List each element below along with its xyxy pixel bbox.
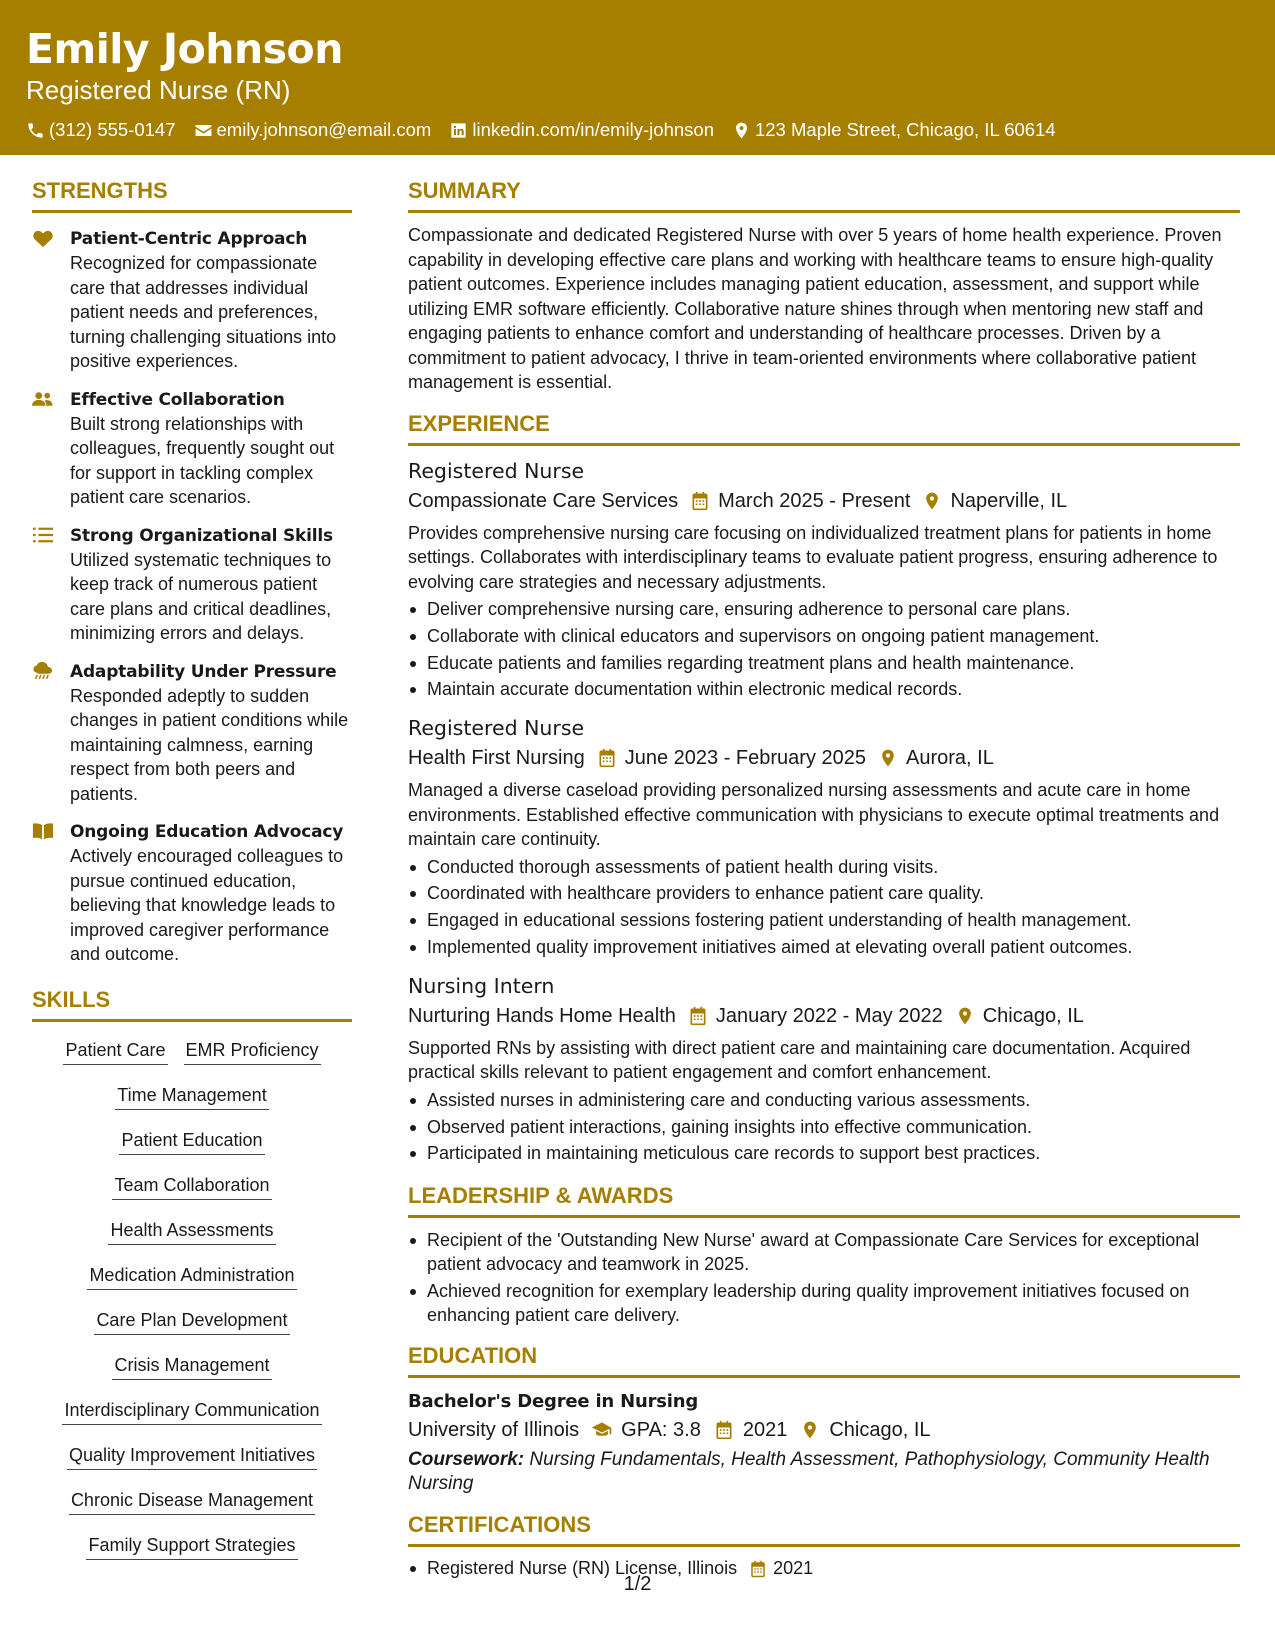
job-dates: January 2022 - May 2022	[715, 1004, 943, 1027]
strength-item	[32, 660, 352, 807]
job-title: Registered Nurse	[408, 716, 585, 741]
skill-tag: Interdisciplinary Communication	[62, 1396, 321, 1425]
strength-title: Strong Organizational Skills	[70, 525, 333, 546]
job-location: Naperville, IL	[950, 489, 1068, 512]
resume-header	[0, 0, 1275, 155]
job-entry	[408, 973, 1240, 1167]
list-icon	[32, 525, 54, 545]
skill-tag: Family Support Strategies	[86, 1531, 297, 1560]
strength-desc: Built strong relationships with colleagues, frequently sought out for support in tackling complex patient care scenarios.	[70, 413, 335, 507]
job-description: Managed a diverse caseload providing personalized nursing assessments and acute care in home environments. Established effective communication with physicians to execute optimal treatments and maintain care continuity.	[408, 780, 1220, 850]
skill-tag: EMR Proficiency	[184, 1036, 321, 1065]
calendar-icon	[688, 1006, 708, 1026]
skill-tag: Quality Improvement Initiatives	[67, 1441, 317, 1470]
strength-item	[32, 388, 352, 510]
contact-bar	[26, 119, 1249, 141]
job-entry	[408, 458, 1240, 704]
summary-text: Compassionate and dedicated Registered Nurse with over 5 years of home health experience. Proven capability in developing effective care plans and working with healthcare teams to ensure high-quality patient outcomes. Experience includes managing patient education, assessment, and support while utilizing EMR software efficiently. Collaborative nature shines through when mentoring new staff and engaging patients to enhance comfort and understanding of healthcare processes. Driven by a commitment to patient advocacy, I thrive in team-oriented environments where collaborative patient management is essential.	[408, 225, 1222, 392]
skills-heading: SKILLS	[32, 987, 352, 1022]
cloud-rain-icon	[32, 661, 54, 681]
phone-icon	[26, 121, 45, 140]
map-pin-icon	[955, 1006, 975, 1026]
contact-linkedin[interactable]	[449, 119, 714, 141]
school-name: University of Illinois	[408, 1419, 580, 1442]
job-company: Health First Nursing	[408, 747, 585, 770]
job-bullets	[408, 596, 1240, 703]
job-title: Nursing Intern	[408, 973, 555, 998]
candidate-title: Registered Nurse (RN)	[26, 75, 291, 105]
coursework-label: Coursework:	[408, 1449, 525, 1471]
list-item: Implemented quality improvement initiatives aimed at elevating overall patient outcomes.	[408, 934, 1240, 961]
job-meta	[408, 744, 1240, 772]
job-description: Supported RNs by assisting with direct patient care and maintaining care documentation. Acquired practical skills relevant to patient engagement and comfort enhancement.	[408, 1037, 1191, 1083]
certification-year: 2021	[773, 1558, 814, 1579]
page-number: 1/2	[623, 1573, 652, 1595]
certifications-heading: CERTIFICATIONS	[408, 1512, 1240, 1547]
list-item: Conducted thorough assessments of patient health during visits.	[408, 854, 1240, 881]
users-icon	[32, 389, 54, 409]
job-meta	[408, 1002, 1240, 1030]
strength-desc: Responded adeptly to sudden changes in patient conditions while maintaining calmness, earning respect from both peers and patients.	[70, 685, 349, 804]
job-location: Aurora, IL	[906, 747, 994, 770]
address-text: 123 Maple Street, Chicago, IL 60614	[754, 119, 1056, 140]
contact-address	[732, 119, 1056, 141]
job-description: Provides comprehensive nursing care focusing on individualized treatment plans for patients in home settings. Collaborates with interdisciplinary teams to evaluate patient progress, ensuring adherence to evolving care strategies and necessary adjustments.	[408, 522, 1218, 592]
list-item: Educate patients and families regarding treatment plans and health maintenance.	[408, 650, 1240, 677]
linkedin-icon	[449, 121, 468, 140]
skill-tag: Crisis Management	[112, 1351, 271, 1380]
left-column	[32, 178, 352, 1576]
job-bullets	[408, 1087, 1240, 1167]
list-item: Engaged in educational sessions fostering patient understanding of health management.	[408, 907, 1240, 934]
skill-tag: Health Assessments	[108, 1216, 275, 1245]
list-item: Collaborate with clinical educators and supervisors on ongoing patient management.	[408, 623, 1240, 650]
skills-list	[32, 1036, 352, 1576]
education-heading: EDUCATION	[408, 1343, 1240, 1378]
map-pin-icon	[878, 748, 898, 768]
strength-desc: Utilized systematic techniques to keep track of numerous patient care plans and critical deadlines, minimizing errors and delays.	[70, 549, 332, 643]
map-pin-icon	[922, 491, 942, 511]
job-location: Chicago, IL	[982, 1004, 1084, 1027]
strength-desc: Recognized for compassionate care that addresses individual patient needs and preferences, turning challenging situations into positive experiences.	[70, 253, 337, 371]
heart-icon	[32, 228, 54, 248]
list-item: Observed patient interactions, gaining insights into effective communication.	[408, 1114, 1240, 1141]
book-icon	[32, 821, 54, 841]
degree-title: Bachelor's Degree in Nursing	[408, 1391, 699, 1413]
map-pin-icon	[799, 1420, 821, 1440]
envelope-icon	[194, 121, 213, 140]
contact-email[interactable]	[194, 119, 432, 141]
education-meta	[408, 1416, 1240, 1444]
graduation-cap-icon	[591, 1420, 613, 1440]
list-item: Deliver comprehensive nursing care, ensuring adherence to personal care plans.	[408, 596, 1240, 623]
strength-title: Adaptability Under Pressure	[70, 661, 337, 682]
list-item: Recipient of the 'Outstanding New Nurse' award at Compassionate Care Services for exceptional patient advocacy and teamwork in 2025.	[408, 1228, 1240, 1276]
awards-list	[408, 1228, 1240, 1327]
coursework	[408, 1448, 1240, 1496]
right-column	[408, 178, 1240, 1582]
list-item: Maintain accurate documentation within electronic medical records.	[408, 676, 1240, 703]
job-company: Nurturing Hands Home Health	[408, 1004, 676, 1027]
summary-heading: SUMMARY	[408, 178, 1240, 213]
candidate-name: Emily Johnson	[26, 25, 343, 73]
job-bullets	[408, 854, 1240, 961]
gpa: GPA: 3.8	[621, 1419, 701, 1442]
skill-tag: Team Collaboration	[112, 1171, 271, 1200]
strength-title: Patient-Centric Approach	[70, 229, 308, 249]
list-item: Participated in maintaining meticulous care records to support best practices.	[408, 1140, 1240, 1167]
strength-item	[32, 227, 352, 374]
strength-item	[32, 820, 352, 967]
contact-phone[interactable]	[26, 119, 176, 141]
strength-item	[32, 524, 352, 646]
skill-tag: Chronic Disease Management	[69, 1486, 315, 1515]
skill-tag: Medication Administration	[87, 1261, 296, 1290]
skill-tag: Patient Education	[119, 1126, 264, 1155]
strength-desc: Actively encouraged colleagues to pursue continued education, believing that knowledge leads to improved caregiver performance and outcome.	[70, 846, 344, 964]
map-pin-icon	[732, 121, 751, 140]
certification-name: Registered Nurse (RN) License, Illinois	[427, 1558, 738, 1579]
experience-heading: EXPERIENCE	[408, 411, 1240, 446]
job-entry	[408, 715, 1240, 961]
phone-text: (312) 555-0147	[49, 119, 176, 140]
coursework-list: Nursing Fundamentals, Health Assessment, Pathophysiology, Community Health Nursing	[408, 1449, 1210, 1495]
job-company: Compassionate Care Services	[408, 489, 679, 512]
skill-tag: Time Management	[115, 1081, 268, 1110]
school-location: Chicago, IL	[829, 1419, 931, 1442]
job-meta	[408, 487, 1240, 515]
list-item: Coordinated with healthcare providers to enhance patient care quality.	[408, 880, 1240, 907]
awards-heading: LEADERSHIP & AWARDS	[408, 1183, 1240, 1218]
job-dates: June 2023 - February 2025	[624, 747, 866, 770]
job-title: Registered Nurse	[408, 458, 585, 483]
skill-tag: Care Plan Development	[94, 1306, 289, 1335]
graduation-year: 2021	[742, 1419, 788, 1442]
strengths-heading: STRENGTHS	[32, 178, 352, 213]
calendar-icon	[597, 748, 617, 768]
calendar-icon	[713, 1420, 735, 1440]
strength-title: Ongoing Education Advocacy	[70, 822, 344, 842]
job-dates: March 2025 - Present	[718, 489, 911, 512]
strengths-list	[32, 227, 352, 967]
strength-title: Effective Collaboration	[70, 389, 285, 410]
skill-tag: Patient Care	[63, 1036, 167, 1065]
list-item: Assisted nurses in administering care and conducting various assessments.	[408, 1087, 1240, 1114]
email-text: emily.johnson@email.com	[216, 119, 432, 140]
list-item: Achieved recognition for exemplary leadership during quality improvement initiatives focused on enhancing patient care delivery.	[408, 1279, 1240, 1327]
linkedin-text: linkedin.com/in/emily-johnson	[472, 119, 714, 140]
calendar-icon	[690, 491, 710, 511]
